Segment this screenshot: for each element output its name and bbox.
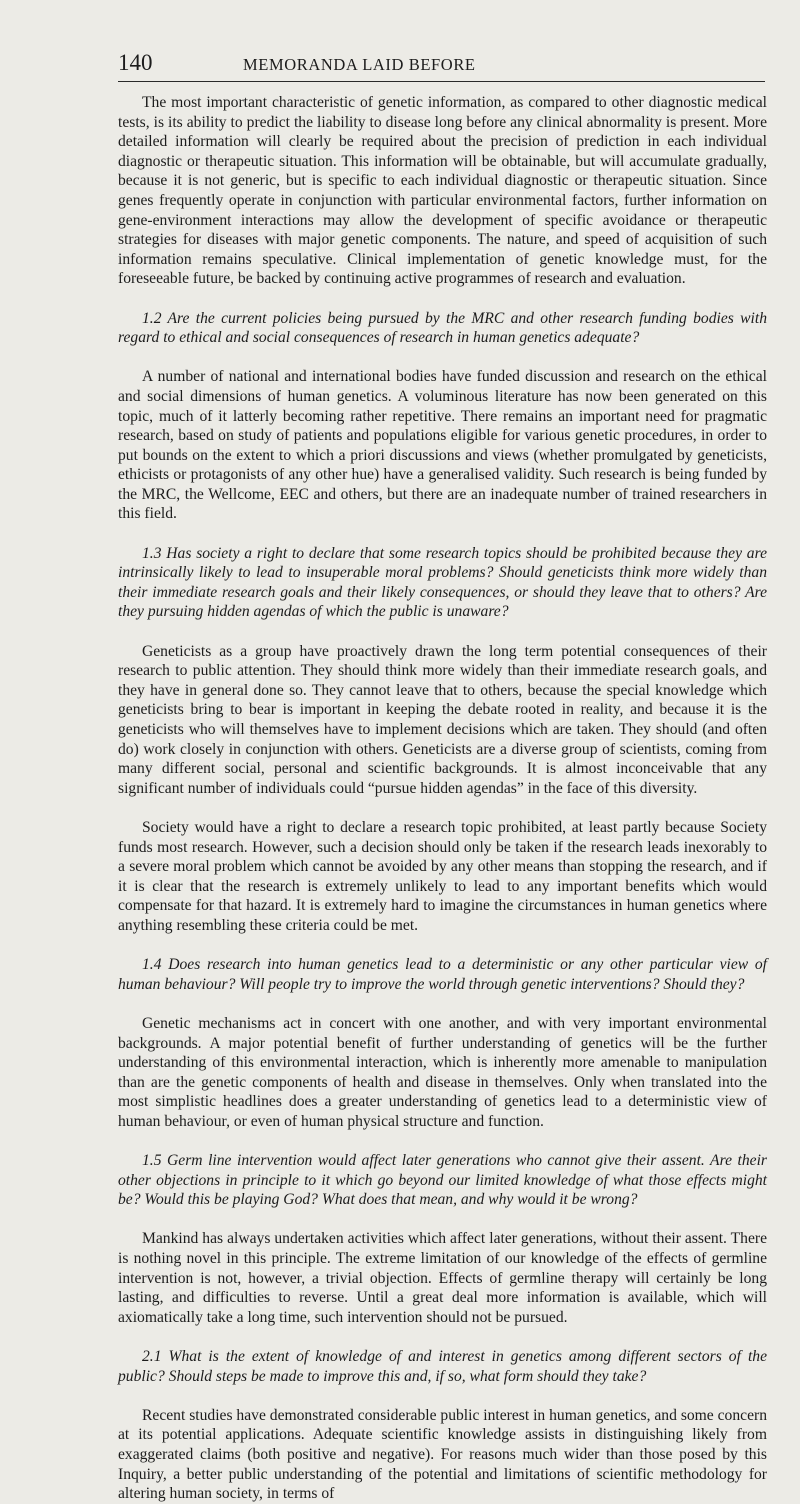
running-head: MEMORANDA LAID BEFORE (243, 55, 476, 74)
page-body (118, 93, 767, 1504)
page-number: 140 (118, 50, 153, 75)
page-header (118, 0, 765, 78)
answer-1-5: Mankind has always undertaken activities which affect later generations, without their assent. There is nothing novel in this principle. The extreme limitation of our knowledge of the effects of germline intervention is not, however, a trivial objection. Effects of germline therapy will certainly be long lasting, and difficulties to reverse. Until a great deal more information is available, which will axiomatically take a long time, such intervention should not be pursued. (118, 1230, 767, 1326)
question-1-4: 1.4 Does research into human genetics lead to a deterministic or any other particular view of human behaviour? Will people try to improve the world through genetic interventions? Should they? (118, 956, 767, 993)
answer-1-3-part-1: Geneticists as a group have proactively drawn the long term potential consequences of their research to public attention. They should think more widely than their immediate research goals, and they have in general done so. They cannot leave that to others, because the special knowledge which geneticists bring to bear is important in keeping the debate rooted in reality, and because it is the geneticists who will themselves have to implement decisions which are taken. They should (and often do) work closely in conjunction with others. Geneticists are a diverse group of scientists, coming from many different social, personal and scientific backgrounds. It is almost inconceivable that any significant number of individuals could “pursue hidden agendas” in the face of this diversity. (118, 642, 767, 797)
question-1-3: 1.3 Has society a right to declare that some research topics should be prohibited because they are intrinsically likely to lead to insuperable moral problems? Should geneticists think more widely than their immediate research goals and their likely consequences, or should they leave that to others? Are they pursuing hidden agendas of which the public is unaware? (118, 544, 767, 621)
answer-1-3-part-2: Society would have a right to declare a research topic prohibited, at least partly because Society funds most research. However, such a decision should only be taken if the research leads inexorably to a severe moral problem which cannot be avoided by any other means than stopping the research, and if it is clear that the research is extremely unlikely to lead to any important benefits which would compensate for that hazard. It is extremely hard to imagine the circumstances in human genetics where anything resembling these criteria could be met. (118, 818, 767, 934)
header-rule (118, 81, 765, 82)
paragraph-genetic-information: The most important characteristic of genetic information, as compared to other diagnostic medical tests, is its ability to predict the liability to disease long before any clinical abnormality is present. More detailed information will clearly be required about the precision of prediction in each individual diagnostic or therapeutic situation. This information will be obtainable, but will accumulate gradually, because it is not generic, but is specific to each individual diagnostic or therapeutic situation. Since genes frequently operate in conjunction with particular environmental factors, further information on gene-environment interactions may allow the development of specific avoidance or therapeutic strategies for diseases with major genetic components. The nature, and speed of acquisition of such information remains speculative. Clinical implementation of genetic knowledge must, for the foreseeable future, be backed by continuing active programmes of research and evaluation. (118, 94, 767, 288)
answer-2-1: Recent studies have demonstrated considerable public interest in human genetics, and some concern at its potential applications. Adequate scientific knowledge assists in distinguishing likely from exaggerated claims (both positive and negative). For reasons much wider than those posed by this Inquiry, a better public understanding of the potential and limitations of scientific methodology for altering human society, in terms of (118, 1406, 767, 1503)
question-2-1: 2.1 What is the extent of knowledge of and interest in genetics among different sectors of the public? Should steps be made to improve this and, if so, what form should they take? (118, 1348, 767, 1385)
question-1-2: 1.2 Are the current policies being pursued by the MRC and other research funding bodies with regard to ethical and social consequences of research in human genetics adequate? (118, 309, 767, 347)
answer-1-4: Genetic mechanisms act in concert with one another, and with very important environmental backgrounds. A major potential benefit of further understanding of genetics will be the further understanding of this environmental interaction, which is inherently more amenable to manipulation than are the genetic components of health and disease in themselves. Only when translated into the most simplistic headlines does a greater understanding of genetics lead to a deterministic view of human behaviour, or even of human physical structure and function. (118, 1014, 767, 1130)
answer-1-2: A number of national and international bodies have funded discussion and research on the ethical and social dimensions of human genetics. A voluminous literature has now been generated on this topic, much of it latterly becoming rather repetitive. There remains an important need for pragmatic research, based on study of patients and populations eligible for various genetic procedures, in order to put bounds on the extent to which a priori discussions and views (whether promulgated by geneticists, ethicists or protagonists of any other hue) have a generalised validity. Such research is being funded by the MRC, the Wellcome, EEC and others, but there are an inadequate number of trained researchers in this field. (118, 368, 767, 523)
question-1-5: 1.5 Germ line intervention would affect later generations who cannot give their assent. Are their other objections in principle to it which go beyond our limited knowledge of what those effects might be? Would this be playing God? What does that mean, and why would it be wrong? (118, 1152, 767, 1209)
